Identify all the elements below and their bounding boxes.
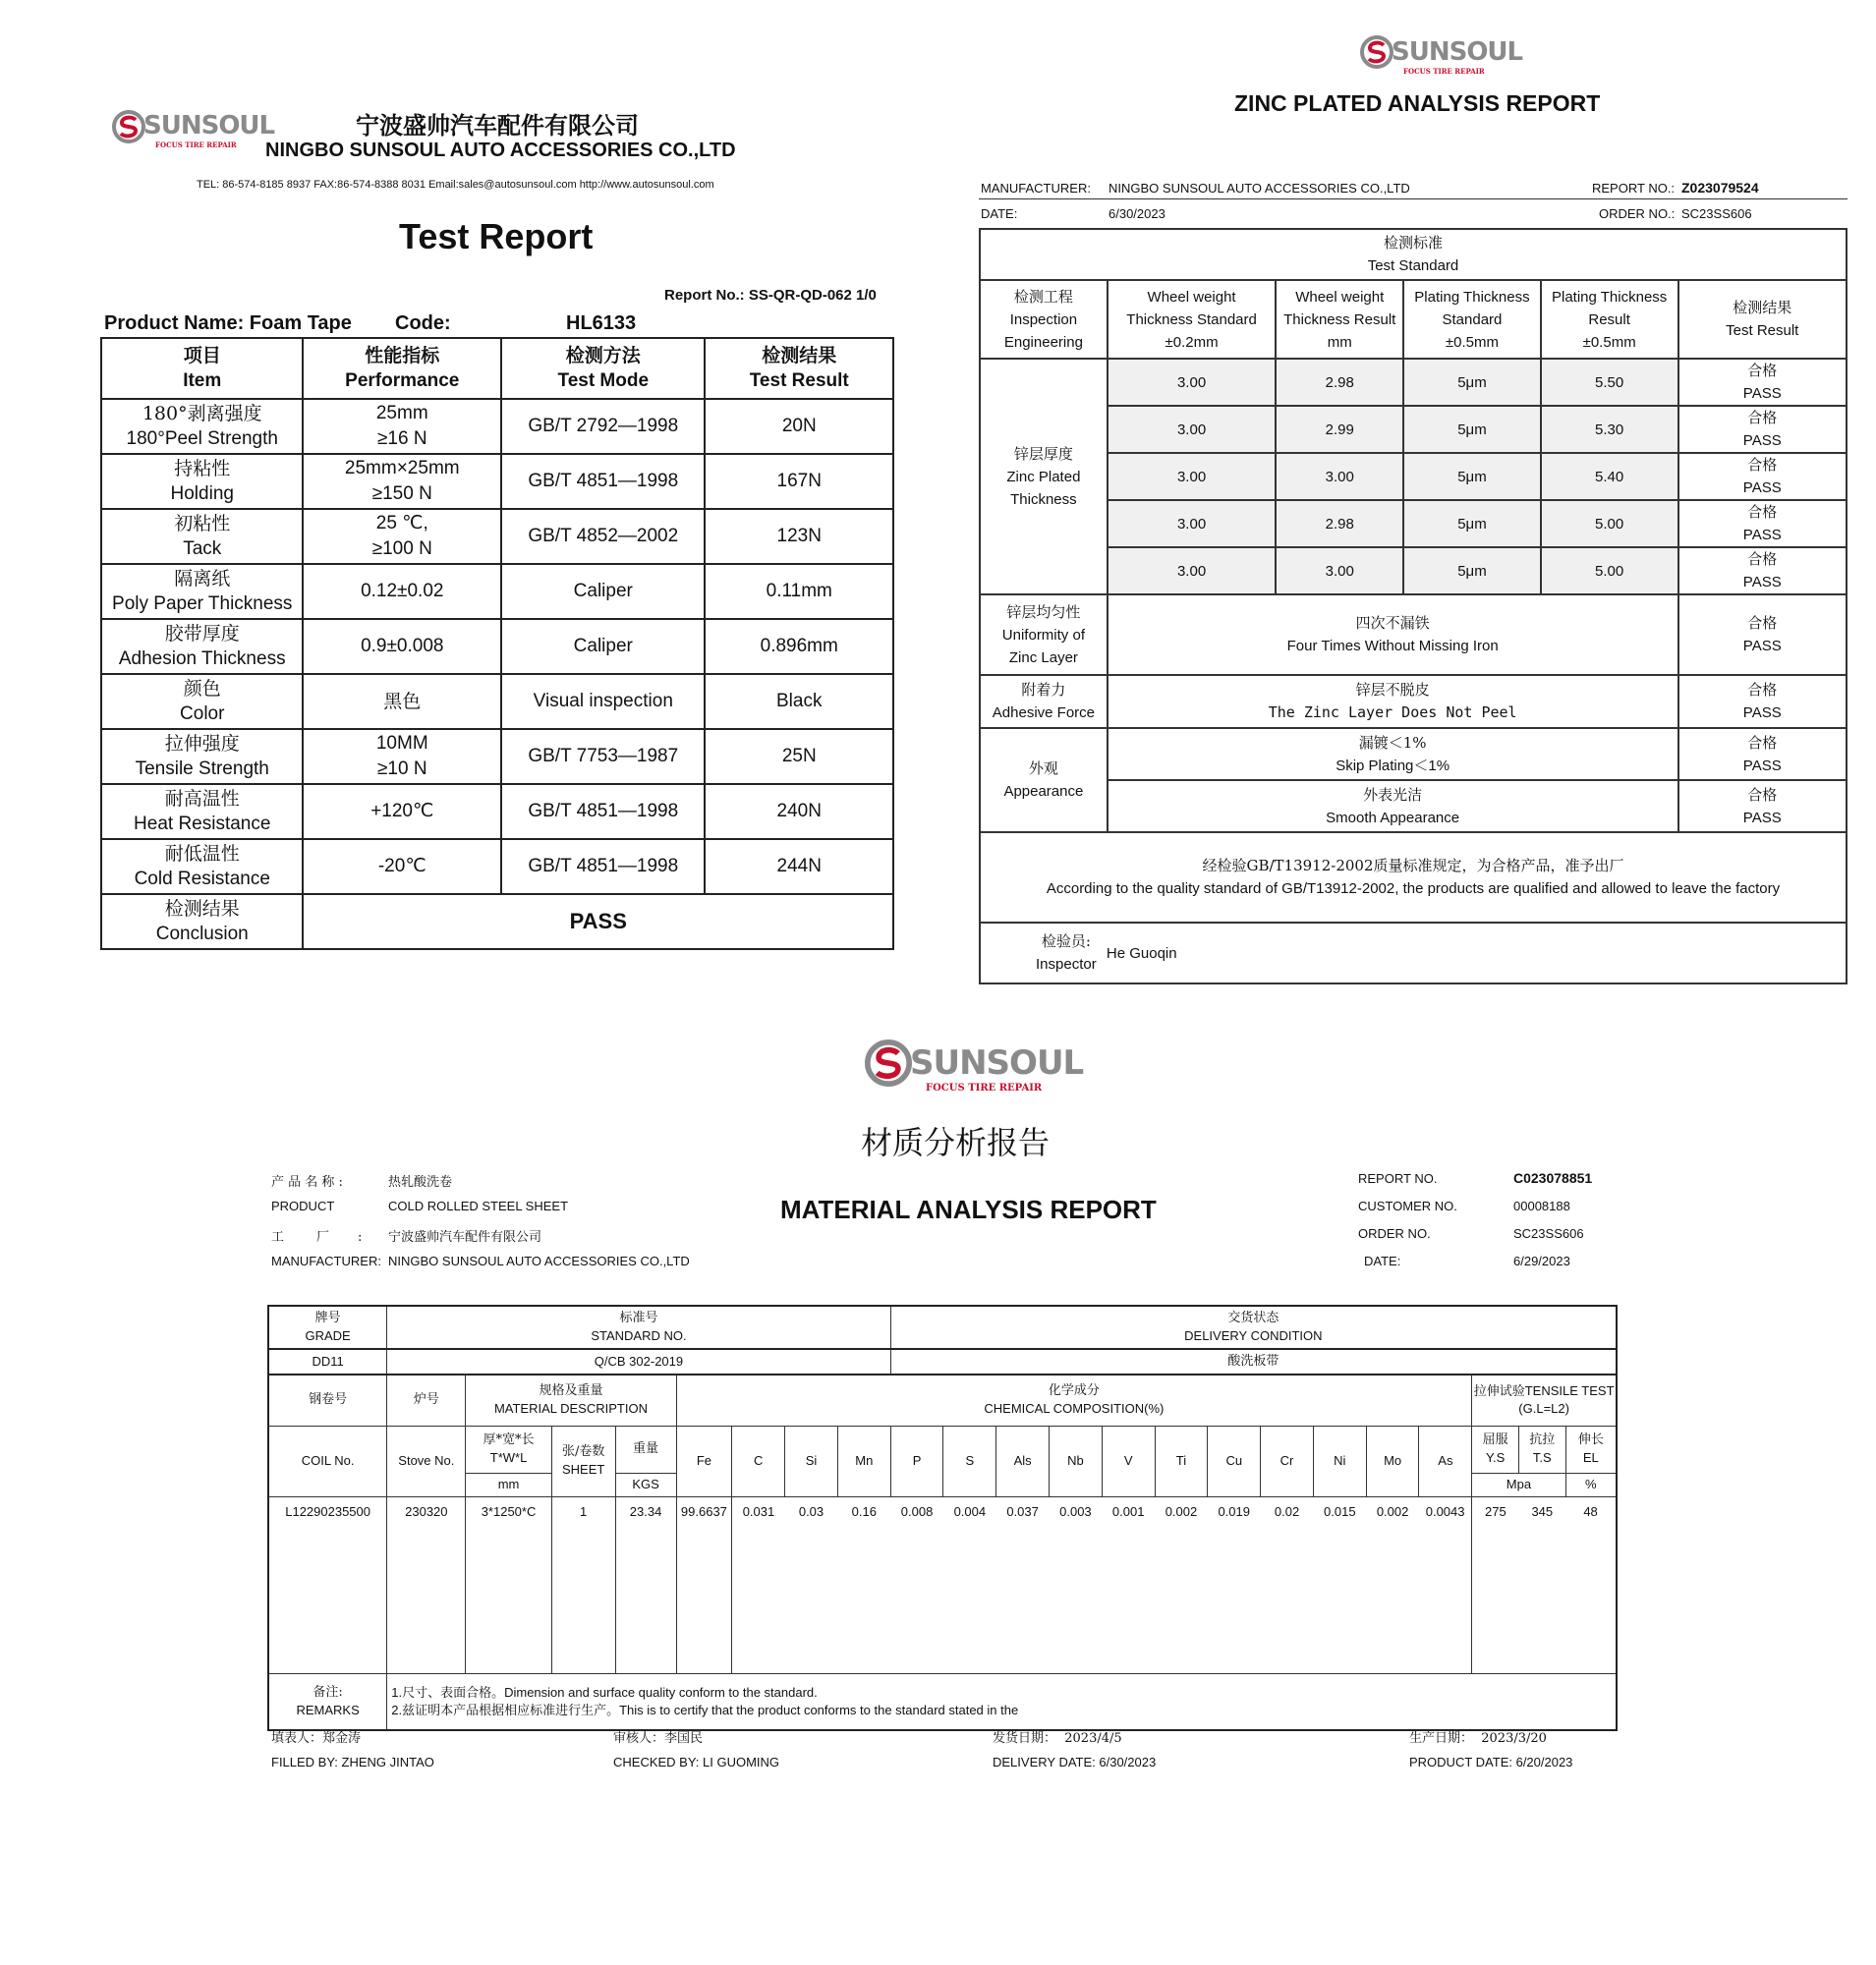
delivery-date: DELIVERY DATE: 6/30/2023 bbox=[993, 1755, 1157, 1769]
test-report-number: Report No.: SS-QR-QD-062 1/0 bbox=[664, 287, 877, 304]
table-row: 耐低温性 Cold Resistance -20℃ GB/T 4851—1998 244N bbox=[101, 839, 893, 894]
table-row: 拉伸强度 Tensile Strength 10MM ≥10 N GB/T 7753—1987 25N bbox=[101, 729, 893, 784]
sunsoul-logo: SUNSOUL FOCUS TIRE REPAIR bbox=[143, 111, 275, 149]
checked-by: CHECKED BY: LI GUOMING bbox=[613, 1755, 780, 1769]
material-report-number: C023078851 bbox=[1513, 1170, 1593, 1186]
product-code-label: Code: bbox=[395, 312, 451, 334]
zinc-report-number: Z023079524 bbox=[1681, 180, 1759, 196]
table-row: 耐高温性 Heat Resistance +120℃ GB/T 4851—1998 240N bbox=[101, 784, 893, 839]
statement-row: 经检验GB/T13912-2002质量标准规定，为合格产品，准予出厂 According to the quality standard of GB/T13912-2002, the products are qualified and allowed to leave the factory bbox=[980, 832, 1847, 923]
filled-by: FILLED BY: ZHENG JINTAO bbox=[271, 1755, 434, 1769]
header-test-result: 检测结果 Test Result bbox=[705, 338, 893, 399]
zinc-report-table: 检测标准 Test Standard 检测工程 Inspection Engineering Wheel weight Thickness Standard ±0.2mm Wheel weight Thickness Result mm Plating Thickness Standard ±0.5mm Plating Thickness Result ±0.5mm 检测结果 Test Result 锌层厚度 Zinc Plated Thickness 3.00 2.98 5μm 5.50 合格 PASS 3.00 2.99 5μm 5.30 合格 PASS 3.00 3.00 5μm 5.40 合格 PASS 3.00 2.98 5μm 5.00 合格 PASS 3.00 3.00 5μm 5.00 合格 PASS 锌层均匀性 Uniformity of Zinc Layer 四次不漏铁 Four Times Without Missing Iron 合格 PASS 附着力 Adhesive Force 锌层不脱皮 The Zinc Layer Does Not Peel 合格 PASS 外观 Appearance 漏镀＜1% Skip Plating＜1% 合格 PASS 外表光洁 Smooth Appearance 合格 PASS 经检验GB/T13912-2002质量标准规定，为合格产品，准予出厂 According to the quality standard of GB/T13912-2002, the products are qualified and allowed to leave the factory 检验员: Inspector He Guoqin bbox=[979, 228, 1848, 984]
zinc-date: 6/30/2023 bbox=[1109, 206, 1165, 221]
header-item: 项目 Item bbox=[101, 338, 303, 399]
material-order-number: SC23SS606 bbox=[1513, 1226, 1584, 1241]
table-row: 锌层厚度 Zinc Plated Thickness 3.00 2.98 5μm 5.50 合格 PASS bbox=[980, 359, 1847, 406]
product-date-cn: 生产日期： 2023/3/20 bbox=[1409, 1731, 1547, 1746]
table-row: 隔离纸 Poly Paper Thickness 0.12±0.02 Caliper 0.11mm bbox=[101, 564, 893, 619]
zinc-report-title: ZINC PLATED ANALYSIS REPORT bbox=[1234, 90, 1601, 116]
uniformity-row: 锌层均匀性 Uniformity of Zinc Layer 四次不漏铁 Four Times Without Missing Iron 合格 PASS bbox=[980, 594, 1847, 675]
material-title-en: MATERIAL ANALYSIS REPORT bbox=[780, 1195, 1157, 1224]
header-test-mode: 检测方法 Test Mode bbox=[501, 338, 705, 399]
material-customer-number: 00008188 bbox=[1513, 1199, 1570, 1213]
product-name: Product Name: Foam Tape bbox=[104, 312, 352, 334]
table-row: 3.00 3.00 5μm 5.40 合格 PASS bbox=[980, 453, 1847, 500]
table-row: 胶带厚度 Adhesion Thickness 0.9±0.008 Caliper 0.896mm bbox=[101, 619, 893, 674]
sunsoul-logo: SUNSOUL FOCUS TIRE REPAIR bbox=[1392, 37, 1523, 76]
table-row: 3.00 2.99 5μm 5.30 合格 PASS bbox=[980, 406, 1847, 453]
delivery-value: 酸洗板带 bbox=[890, 1349, 1617, 1375]
conclusion-value: PASS bbox=[303, 894, 893, 949]
sunsoul-logo-icon bbox=[865, 1039, 912, 1087]
test-report-table bbox=[100, 337, 894, 950]
table-row: 180°剥离强度 180°Peel Strength 25mm ≥16 N GB/T 2792—1998 20N bbox=[101, 399, 893, 454]
adhesive-row: 附着力 Adhesive Force 锌层不脱皮 The Zinc Layer Does Not Peel 合格 PASS bbox=[980, 675, 1847, 728]
zinc-order-number: SC23SS606 bbox=[1681, 206, 1752, 221]
zinc-manufacturer: NINGBO SUNSOUL AUTO ACCESSORIES CO.,LTD bbox=[1109, 181, 1410, 196]
table-row: 初粘性 Tack 25 ℃, ≥100 N GB/T 4852—2002 123N bbox=[101, 509, 893, 564]
table-row: 持粘性 Holding 25mm×25mm ≥150 N GB/T 4851—1998 167N bbox=[101, 454, 893, 509]
sunsoul-logo-icon bbox=[1360, 35, 1393, 69]
conclusion-row: 检测结果 Conclusion PASS bbox=[101, 894, 893, 949]
checked-by-cn: 审核人：李国民 bbox=[613, 1731, 704, 1746]
company-name-en: NINGBO SUNSOUL AUTO ACCESSORIES CO.,LTD bbox=[265, 140, 736, 161]
product-code: HL6133 bbox=[566, 312, 637, 334]
appearance-row: 外表光洁 Smooth Appearance 合格 PASS bbox=[980, 780, 1847, 832]
material-manufacturer: NINGBO SUNSOUL AUTO ACCESSORIES CO.,LTD bbox=[388, 1254, 690, 1268]
company-contact: TEL: 86-574-8185 8937 FAX:86-574-8388 8031 Email:sales@autosunsoul.com http://www.autosunsoul.com bbox=[197, 179, 714, 191]
standard-value: Q/CB 302-2019 bbox=[387, 1349, 890, 1375]
table-row: 颜色 Color 黑色 Visual inspection Black bbox=[101, 674, 893, 729]
table-row: 3.00 3.00 5μm 5.00 合格 PASS bbox=[980, 547, 1847, 594]
delivery-date-cn: 发货日期： 2023/4/5 bbox=[993, 1731, 1122, 1746]
material-title-cn: 材质分析报告 bbox=[861, 1124, 1051, 1161]
appearance-row: 外观 Appearance 漏镀＜1% Skip Plating＜1% 合格 PASS bbox=[980, 728, 1847, 780]
header-divider bbox=[979, 198, 1848, 199]
sunsoul-logo-icon bbox=[112, 110, 145, 143]
grade-value: DD11 bbox=[268, 1349, 387, 1375]
remarks-row: 备注: REMARKS 1.尺寸、表面合格。Dimension and surface quality conform to the standard. 2.兹证明本产品根据相应标准进行生产。This is to certify that the product conforms to the standard stated in the bbox=[268, 1673, 1617, 1730]
table-row: 3.00 2.98 5μm 5.00 合格 PASS bbox=[980, 500, 1847, 547]
product-date: PRODUCT DATE: 6/20/2023 bbox=[1409, 1755, 1573, 1769]
inspector-row: 检验员: Inspector He Guoqin bbox=[980, 923, 1847, 983]
table-header-row bbox=[101, 338, 893, 399]
sunsoul-logo: SUNSOUL FOCUS TIRE REPAIR bbox=[910, 1043, 1084, 1094]
material-date: 6/29/2023 bbox=[1513, 1254, 1570, 1268]
header-performance: 性能指标 Performance bbox=[303, 338, 501, 399]
company-name-cn: 宁波盛帅汽车配件有限公司 bbox=[356, 111, 639, 140]
test-report-title: Test Report bbox=[399, 216, 594, 256]
inspector-name: He Guoqin bbox=[1106, 944, 1177, 962]
material-product: COLD ROLLED STEEL SHEET bbox=[388, 1199, 569, 1213]
filled-by-cn: 填表人：郑金涛 bbox=[271, 1731, 362, 1746]
zinc-header-row: 检测工程 Inspection Engineering Wheel weight Thickness Standard ±0.2mm Wheel weight Thickness Result mm Plating Thickness Standard ±0.5mm Plating Thickness Result ±0.5mm 检测结果 Test Result bbox=[980, 280, 1847, 359]
table-row: L12290235500 230320 3*1250*C 1 23.34 99.6637 0.031 0.03 0.16 0.008 0.004 0.037 0.003 0.001 0.002 0.019 0.02 0.015 0.002 0.0043 275 345 48 bbox=[268, 1496, 1617, 1673]
material-table: 牌号 GRADE 标准号 STANDARD NO. 交货状态 DELIVERY CONDITION DD11 Q/CB 302-2019 酸洗板带 钢卷号 炉号 规格及重量 MATERIAL DESCRIPTION 化学成分 CHEMICAL COMPOSITION(%) 拉伸试验TENSILE TEST (G.L=L2) COIL No. Stove No. 厚*宽*长 T*W*L 张/卷数 SHEET 重量 Fe C Si Mn P S Als Nb V Ti Cu Cr Ni Mo As 屈服 Y.S 抗拉 T.S 伸长 EL mm KGS Mpa % L12290235500 230320 3*1250*C 1 23.34 99.6637 0.031 0.03 0.16 0.008 0.004 0.037 0.003 0.001 0.002 0.019 0.02 0.015 0.002 0.0043 275 345 48 备注: REMARKS 1.尺寸、表面合格。Dimension and surface quality conform to the standard. 2.兹证明本产品根据相应标准进行生产。This is to certify that the product conforms to the standard stated in the bbox=[267, 1305, 1618, 1731]
